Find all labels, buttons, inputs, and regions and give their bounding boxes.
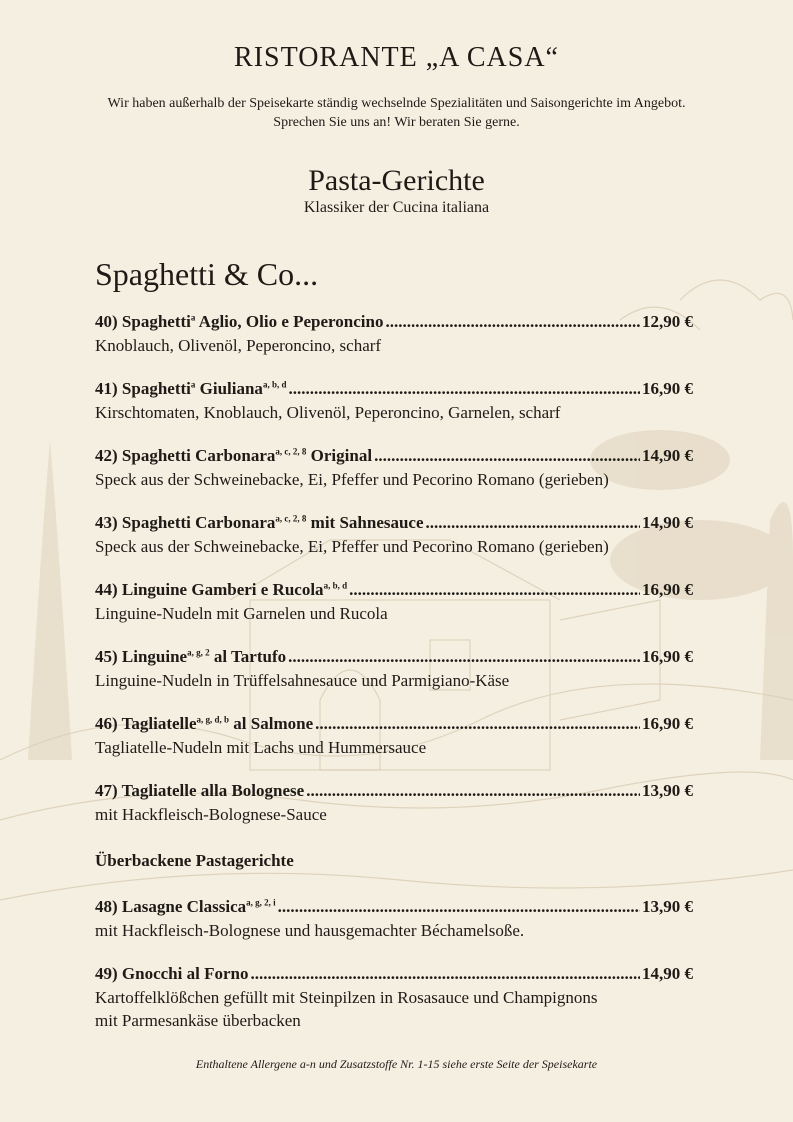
menu-item-name-suffix: mit Sahnesauce (306, 513, 424, 532)
menu-item-name-suffix: Aglio, Olio e Peperoncino (195, 312, 384, 331)
menu-item-line (95, 580, 693, 600)
menu-item-line (95, 714, 693, 734)
menu-item-price: 14,90 € (642, 446, 693, 465)
menu-item (95, 781, 693, 826)
menu-item-line (95, 312, 693, 332)
allergen-codes: a, c, 2, 8 (275, 513, 307, 524)
menu-item (95, 446, 693, 491)
menu-item-name-text: 49) Gnocchi al Forno (95, 964, 249, 983)
menu-item-description: Kartoffelklößchen gefüllt mit Steinpilzen in Rosasauce und Champignons (95, 988, 598, 1007)
allergen-codes: a, g, 2 (187, 647, 210, 658)
menu-item (95, 312, 693, 357)
section-title: Pasta-Gerichte (308, 164, 485, 197)
menu-item-description: Speck aus der Schweinebacke, Ei, Pfeffer und Pecorino Romano (gerieben) (95, 470, 609, 489)
menu-item-name-text: 47) Tagliatelle alla Bolognese (95, 781, 305, 800)
menu-item-name (95, 897, 276, 917)
menu-item-price: 16,90 € (642, 714, 693, 733)
menu-item-name (95, 714, 313, 734)
menu-item-price: 14,90 € (642, 513, 693, 532)
intro-line-2: Sprechen Sie uns an! Wir beraten Sie gerne. (273, 115, 520, 130)
menu-item-name (95, 446, 372, 466)
menu-item-line (95, 513, 693, 533)
menu-item (95, 379, 693, 424)
menu-item-description: Speck aus der Schweinebacke, Ei, Pfeffer und Pecorino Romano (gerieben) (95, 537, 609, 556)
menu-item-name-text: 48) Lasagne Classica (95, 897, 247, 916)
menu-item (95, 647, 693, 692)
dot-leader (288, 379, 640, 399)
menu-item-price: 16,90 € (642, 647, 693, 666)
allergen-codes: a, b, d (323, 580, 348, 591)
section-subtitle: Klassiker der Cucina italiana (303, 199, 490, 216)
menu-item-name-suffix: al Salmone (229, 714, 314, 733)
menu-item-name-text: 43) Spaghetti Carbonara (95, 513, 276, 532)
dot-leader (374, 446, 640, 466)
menu-item-name (95, 964, 248, 984)
menu-item-name (95, 312, 383, 332)
menu-item-line (95, 647, 693, 667)
menu-item-name (95, 647, 286, 667)
restaurant-title: RISTORANTE „A CASA“ (234, 42, 559, 73)
dot-leader (385, 312, 640, 332)
allergen-codes: a, b, d (262, 379, 287, 390)
menu-item (95, 897, 693, 942)
menu-item-price: 13,90 € (642, 781, 693, 800)
menu-item-description: mit Hackfleisch-Bolognese-Sauce (95, 805, 327, 824)
menu-item-name (95, 513, 424, 533)
menu-item-description: Tagliatelle-Nudeln mit Lachs und Hummersauce (95, 738, 427, 757)
menu-item-name (95, 379, 286, 399)
menu-item-price: 12,90 € (642, 312, 693, 331)
menu-item-description: mit Hackfleisch-Bolognese und hausgemachter Béchamelsoße. (95, 921, 525, 940)
menu-item (95, 580, 693, 625)
menu-item-name-suffix: al Tartufo (209, 647, 287, 666)
menu-item-name-text: 45) Linguine (95, 647, 188, 666)
menu-item-price: 13,90 € (642, 897, 693, 916)
menu-item-description: mit Parmesankäse überbacken (95, 1011, 301, 1030)
menu-item-name (95, 580, 347, 600)
menu-item-name-suffix: Original (306, 446, 373, 465)
menu-item (95, 513, 693, 558)
menu-item-description: Knoblauch, Olivenöl, Peperoncino, scharf (95, 336, 382, 355)
dot-leader (278, 897, 640, 917)
intro-line-1: Wir haben außerhalb der Speisekarte ständig wechselnde Spezialitäten und Saisongerichte im Angebot. (107, 96, 686, 111)
menu-item-description: Linguine-Nudeln in Trüffelsahnesauce und Parmigiano-Käse (95, 671, 510, 690)
menu-item-name-text: 41) Spaghetti (95, 379, 191, 398)
dot-leader (250, 964, 640, 984)
menu-item-price: 14,90 € (642, 964, 693, 983)
allergen-codes: a, g, d, b (196, 714, 230, 725)
intro-text (40, 94, 753, 132)
allergen-codes: a (190, 379, 196, 390)
menu-item-name-text: 46) Tagliatelle (95, 714, 197, 733)
menu-item-line (95, 446, 693, 466)
menu-item-price: 16,90 € (642, 580, 693, 599)
dot-leader (426, 513, 640, 533)
menu-item (95, 964, 693, 1032)
allergen-footnote: Enthaltene Allergene a-n und Zusatzstoffe Nr. 1-15 siehe erste Seite der Speisekarte (195, 1057, 598, 1071)
menu-item-line (95, 964, 693, 984)
menu-item-price: 16,90 € (642, 379, 693, 398)
menu-item-name-text: 42) Spaghetti Carbonara (95, 446, 276, 465)
menu-item-name-text: 40) Spaghetti (95, 312, 191, 331)
category-heading: Spaghetti & Co... (95, 256, 319, 292)
menu-item-name (95, 781, 304, 801)
allergen-codes: a (190, 312, 196, 323)
menu-item-name-text: 44) Linguine Gamberi e Rucola (95, 580, 324, 599)
menu-item-description: Kirschtomaten, Knoblauch, Olivenöl, Peperoncino, Garnelen, scharf (95, 403, 561, 422)
menu-item (95, 714, 693, 759)
menu-item-name-suffix: Giuliana (195, 379, 263, 398)
dot-leader (306, 781, 640, 801)
allergen-codes: a, c, 2, 8 (275, 446, 307, 457)
dot-leader (349, 580, 640, 600)
menu-item-line (95, 897, 693, 917)
allergen-codes: a, g, 2, i (246, 897, 276, 908)
dot-leader (315, 714, 640, 734)
menu-item-line (95, 379, 693, 399)
subsection-heading: Überbackene Pastagerichte (95, 851, 294, 870)
dot-leader (288, 647, 640, 667)
menu-item-line (95, 781, 693, 801)
menu-item-description: Linguine-Nudeln mit Garnelen und Rucola (95, 604, 388, 623)
